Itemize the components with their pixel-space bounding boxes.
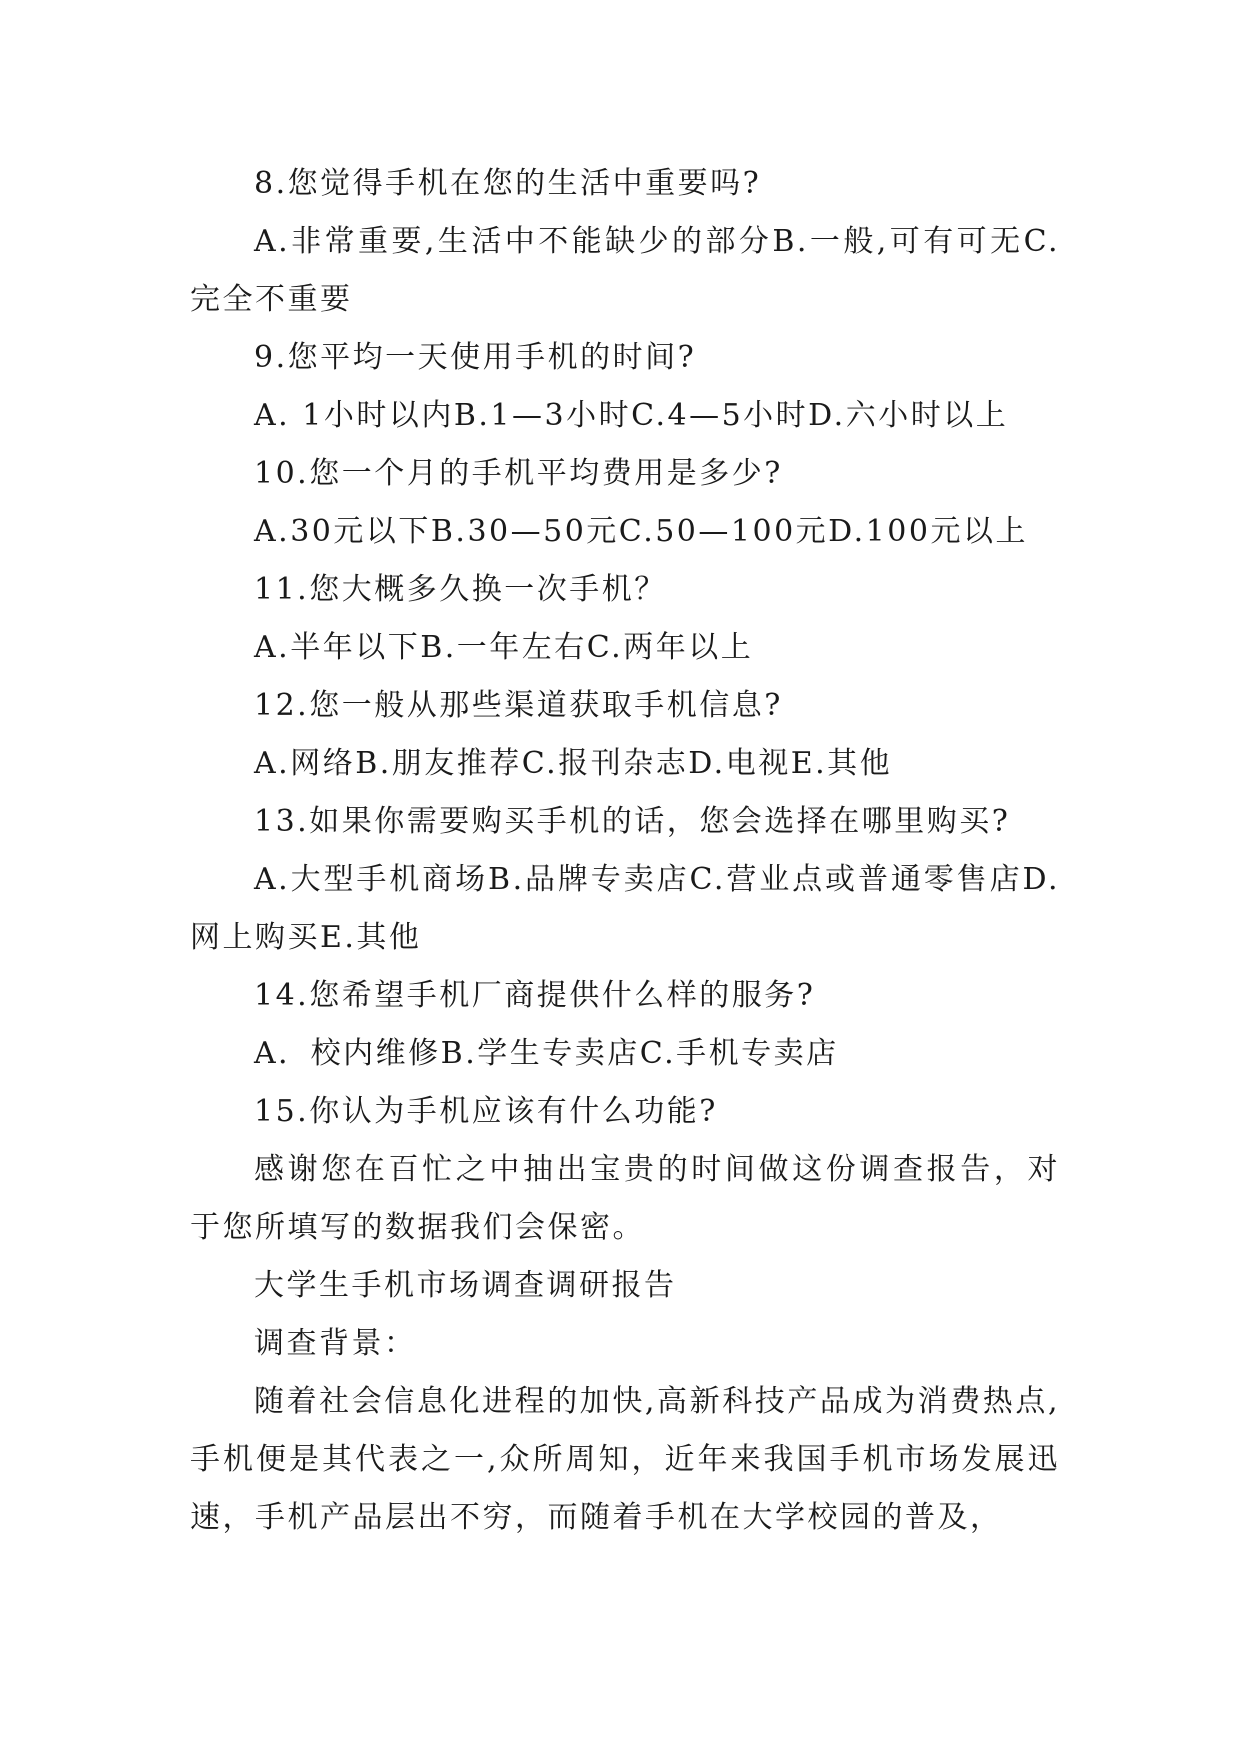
document-body <box>190 155 1060 1547</box>
question-13: 13.如果你需要购买手机的话，您会选择在哪里购买? <box>254 804 1011 839</box>
question-14-options: A．校内维修B.学生专卖店C.手机专卖店 <box>254 1036 839 1071</box>
question-10: 10.您一个月的手机平均费用是多少? <box>254 456 783 491</box>
question-12: 12.您一般从那些渠道获取手机信息? <box>254 688 783 723</box>
question-9-options: A. 1小时以内B.1—3小时C.4—5小时D.六小时以上 <box>254 398 1009 433</box>
question-14: 14.您希望手机厂商提供什么样的服务? <box>254 978 816 1013</box>
thanks-paragraph: 感谢您在百忙之中抽出宝贵的时间做这份调查报告，对于您所填写的数据我们会保密。 <box>190 1152 1060 1245</box>
question-11: 11.您大概多久换一次手机？ <box>254 572 667 607</box>
section-heading-background: 调查背景： <box>254 1326 417 1361</box>
question-10-options: A.30元以下B.30—50元C.50—100元D.100元以上 <box>254 514 1028 549</box>
question-8-options: A.非常重要,生活中不能缺少的部分B.一般,可有可无C.完全不重要 <box>190 224 1060 317</box>
report-title: 大学生手机市场调查调研报告 <box>254 1268 677 1303</box>
question-12-options: A.网络B.朋友推荐C.报刊杂志D.电视E.其他 <box>254 746 893 781</box>
question-8: 8.您觉得手机在您的生活中重要吗? <box>254 166 762 201</box>
question-13-options: A.大型手机商场B.品牌专卖店C.营业点或普通零售店D.网上购买E.其他 <box>190 862 1060 955</box>
background-paragraph: 随着社会信息化进程的加快,高新科技产品成为消费热点,手机便是其代表之一,众所周知，近年来我国手机市场发展迅速，手机产品层出不穷，而随着手机在大学校园的普及， <box>190 1384 1060 1535</box>
question-11-options: A.半年以下B.一年左右C.两年以上 <box>254 630 754 665</box>
question-15: 15.你认为手机应该有什么功能? <box>254 1094 718 1129</box>
question-9: 9.您平均一天使用手机的时间? <box>254 340 697 375</box>
